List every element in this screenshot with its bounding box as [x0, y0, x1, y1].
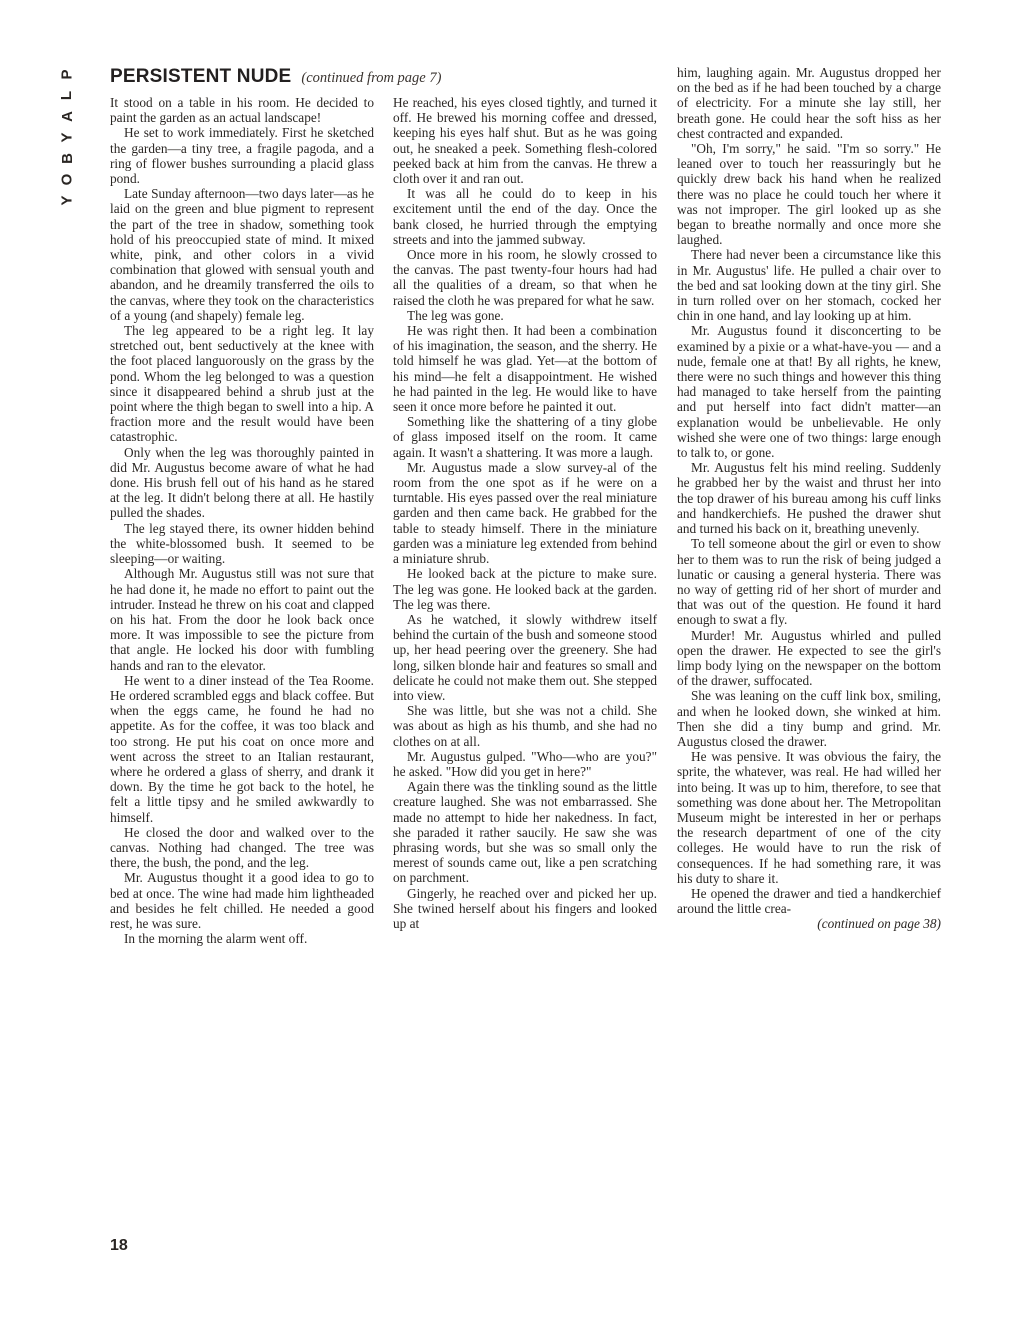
paragraph: He was pensive. It was obvious the fairy, the sprite, the whatever, was real. He had willed her into being. It was up to him, therefore, to see that something was done about her. The Metropolitan Museum might be interested in her or perhaps the research department of one of the city colleges. He would have to run the risk of consequences. If he had something rare, it was his duty to share it.: [677, 749, 941, 886]
paragraph: There had never been a circumstance like this in Mr. Augustus' life. He pulled a chair over to the bed and sat looking down at the tiny girl. She in turn rolled over on her stomach, cocked her chin in one hand, and lay looking up at him.: [677, 247, 941, 324]
paragraph: He opened the drawer and tied a handkerchief around the little crea-: [677, 885, 941, 917]
article-title: PERSISTENT NUDE: [110, 66, 292, 87]
paragraph: He went to a diner instead of the Tea Roome. He ordered scrambled eggs and black coffee. But when the eggs came, he found he had no appetite. As for the coffee, it was too black and too strong. He put his coat on once more and went across the street to an Italian restaurant, where he ordered a glass of sherry, and drank it down. By the time he got back to the hotel, he felt a little tipsy and he smiled awkwardly to himself.: [110, 672, 374, 825]
magazine-side-label: [52, 64, 82, 211]
paragraph: Although Mr. Augustus still was not sure that he had done it, he made no effort to paint out the intruder. Instead he threw on his coat and clapped on his hat. From the door he look back once more. It was impossible to see the picture from that angle. He locked his door with fumbling hands and ran to the elevator.: [110, 566, 375, 673]
paragraph: He closed the door and walked over to the canvas. Nothing had changed. The tree was there, the bush, the pond, and the leg.: [110, 824, 374, 871]
side-letter: Y: [58, 132, 76, 143]
paragraph: The leg appeared to be a right leg. It lay stretched out, bent seductively at the knee with the foot placed languorously on the grass by the pond. Whom the leg belonged to was a question since it disappeared behind a shrub just at the point where the thigh began to swell into a hip. A fraction more and the result would have been catastrophic.: [110, 323, 374, 445]
paragraph: "Oh, I'm sorry," he said. "I'm so sorry." He leaned over to touch her reassuringly but he quickly drew back his hand when he realized there was no place he could touch her where it was not improper. The girl looked up as she began to breathe normally and once more she laughed.: [677, 141, 941, 248]
paragraph: him, laughing again. Mr. Augustus dropped her on the bed as if he had been touched by a charge of electricity. For a minute she lay still, her breath gone. He could hear the soft hiss as her chest contracted and expanded.: [677, 65, 941, 141]
paragraph: Again there was the tinkling sound as the little creature laughed. She was not embarrassed. She made no attempt to hide her nakedness. In fact, she paraded it rather saucily. He saw she was phrasing words, but she was so small only the merest of sounds came out, like a pen scratching on parchment.: [393, 779, 657, 886]
side-letter: L: [58, 90, 76, 101]
paragraph: She was little, but she was not a child. She was about as high as his thumb, and she had no clothes on at all.: [393, 703, 657, 749]
continued-from-note: (continued from page 7): [301, 70, 442, 86]
side-letter: Y: [58, 195, 76, 206]
side-letter: O: [58, 173, 76, 186]
paragraph: It was all he could do to keep in his excitement until the end of the day. Once the bank closed, he hurried through the emptying streets and into the jammed subway.: [393, 186, 657, 247]
paragraph: He looked back at the picture to make sure. The leg was gone. He looked back at the garden. The leg was there.: [393, 566, 657, 612]
paragraph: It stood on a table in his room. He decided to paint the garden as an actual landscape!: [110, 95, 374, 126]
paragraph: In the morning the alarm went off.: [124, 931, 308, 947]
paragraph: He was right then. It had been a combination of his imagination, the season, and the sherry. He told himself he was glad. Yet—at the bottom of his mind—he felt a disappointment. He wished he had painted in the leg. He would like to have seen it once more before he painted it out.: [393, 323, 657, 415]
side-letter: B: [58, 153, 76, 164]
paragraph: Mr. Augustus made a slow survey-al of the room from the one spot as if he were on a turntable. His eyes passed over the real miniature garden and then came back. He grabbed for the table to steady himself. There in the miniature garden was a miniature leg extended from behind a miniature shrub.: [393, 459, 657, 567]
text-column-3: [677, 65, 941, 932]
paragraph: Only when the leg was thoroughly painted in did Mr. Augustus become aware of what he had done. His brush fell out of his hand as he stared at the leg. It didn't belong there at all. He hastily pulled the shades.: [110, 444, 374, 521]
paragraph: Murder! Mr. Augustus whirled and pulled open the drawer. He expected to see the girl's limp body lying on the newspaper on the bottom of the drawer, suffocated.: [677, 627, 941, 689]
side-letter: A: [58, 111, 76, 122]
paragraph: He reached, his eyes closed tightly, and turned it off. He brewed his morning coffee and dressed, keeping his eyes half shut. But as he was going out, he sneaked a peek. Something flesh-colored peeked back at him from the canvas. He threw a cloth over it and ran out.: [393, 95, 657, 187]
paragraph: Mr. Augustus thought it a good idea to go to bed at once. The wine had made him lightheaded and besides he felt chilled. He needed a good rest, he was sure.: [110, 870, 374, 931]
paragraph: Late Sunday afternoon—two days later—as he laid on the green and blue pigment to represent the part of the tree in shadow, something took hold of his preoccupied state of mind. It mixed white, pink, and other colors in a vivid combination that glowed with sensual youth and abandon, and he dreamily transferred the oils to the canvas, where they took on the characteristics of a young (and shapely) female leg.: [110, 186, 374, 323]
side-letter: P: [58, 69, 76, 80]
paragraph: She was leaning on the cuff link box, smiling, and when he looked down, she winked at him. Then she did a tiny bump and grind. Mr. Augustus closed the drawer.: [677, 688, 941, 749]
paragraph: Mr. Augustus found it disconcerting to be examined by a pixie or a what-have-you — and a nude, female one at that! By all rights, he knew, there were no such things and however this thing had managed to take herself from the painting and put herself into fact didn't matter—an explanation would be unbelievable. He only wished she were one of two things: large enough to talk to, or gone.: [677, 323, 941, 461]
paragraph: Mr. Augustus gulped. "Who—who are you?" he asked. "How did you get in here?": [393, 748, 657, 779]
article-heading: [110, 66, 490, 88]
continued-on-note: (continued on page 38): [817, 916, 941, 932]
paragraph: As he watched, it slowly withdrew itself behind the curtain of the bush and someone stood up, her head peering over the greenery. She had long, silken blonde hair and features so small and delicate he could not make them out. She stepped into view.: [393, 611, 657, 703]
paragraph: He set to work immediately. First he sketched the garden—a tiny tree, a fragile pagoda, and a ring of flower bushes surrounding a placid glass pond.: [110, 125, 374, 187]
paragraph: Gingerly, he reached over and picked her up. She twined herself about his fingers and looked up at: [393, 885, 657, 931]
text-column-1: [110, 95, 374, 946]
page-number: 18: [110, 1237, 128, 1254]
paragraph: Something like the shattering of a tiny globe of glass imposed itself on the room. It came again. It wasn't a shattering. It was more a laugh.: [393, 414, 657, 460]
paragraph: Once more in his room, he slowly crossed to the canvas. The past twenty-four hours had had all the qualities of a dream, so that when he raised the cloth he was prepared for what he saw.: [393, 247, 657, 308]
paragraph: To tell someone about the girl or even to show her to them was to run the risk of being judged a lunatic or causing a general hysteria. There was no way of getting rid of her short of murder and that was out of the question. He found it hard enough to swat a fly.: [677, 536, 941, 628]
text-column-2: [393, 95, 657, 931]
paragraph: Mr. Augustus felt his mind reeling. Suddenly he grabbed her by the waist and thrust her into the top drawer of his bureau among his cuff links and handkerchiefs. He pushed the drawer shut and turned his back on it, breathing unevenly.: [677, 460, 941, 537]
paragraph: The leg stayed there, its owner hidden behind the white-blossomed bush. It seemed to be sleeping—or waiting.: [110, 520, 374, 567]
paragraph: The leg was gone.: [407, 307, 504, 323]
